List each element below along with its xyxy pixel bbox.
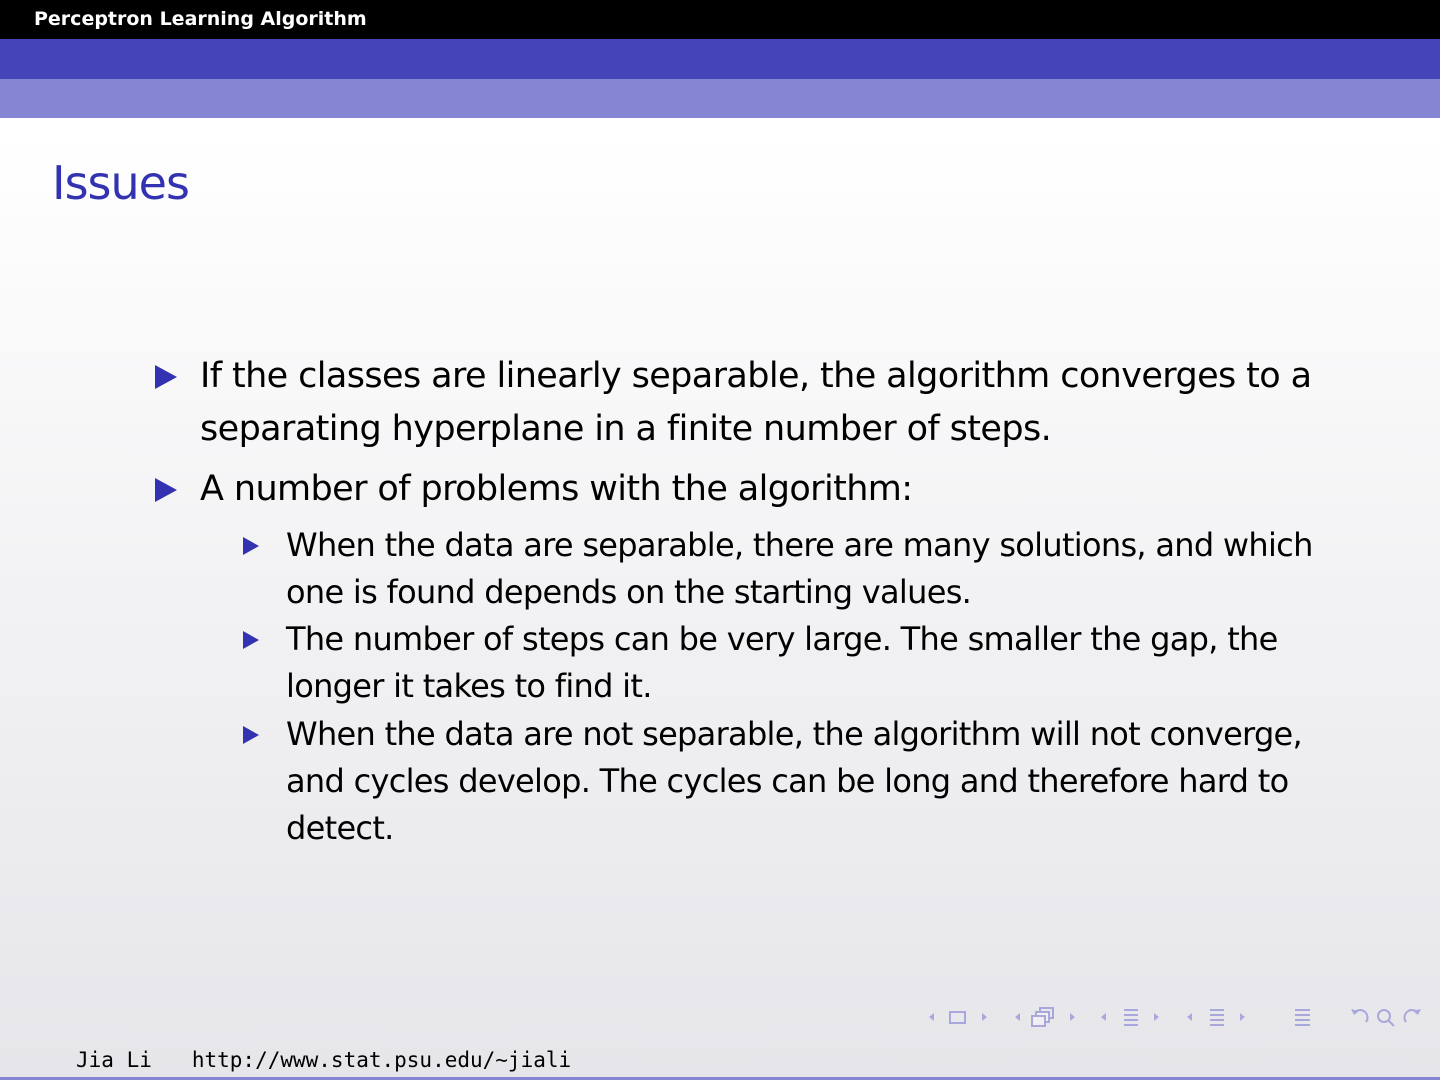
frame-title: Issues xyxy=(52,156,189,210)
header-band-blue xyxy=(0,39,1440,79)
nav-subsection-group xyxy=(1096,1004,1168,1030)
bullet-triangle-icon xyxy=(155,365,177,389)
nav-forward-icon[interactable] xyxy=(1405,1009,1422,1022)
nav-slide-group xyxy=(924,1004,994,1030)
nav-slide-icon[interactable] xyxy=(950,1012,965,1023)
nav-section-group xyxy=(1182,1004,1254,1030)
nav-prev-frame-icon[interactable] xyxy=(1015,1013,1020,1021)
nav-prev-slide-icon[interactable] xyxy=(929,1013,934,1021)
nav-section-icon[interactable] xyxy=(1210,1010,1224,1025)
nav-toc-icon[interactable] xyxy=(1292,1004,1314,1030)
footer-author: Jia Li xyxy=(76,1048,152,1072)
bullet-item-2: A number of problems with the algorithm: xyxy=(200,469,913,509)
nav-frame-icon[interactable] xyxy=(1032,1008,1053,1026)
sub-bullet-item-1: When the data are separable, there are many solutions, and which one is found depends on the starting values. xyxy=(286,526,1313,611)
sub-bullet-item-2: The number of steps can be very large. The smaller the gap, the longer it takes to find it. xyxy=(286,620,1278,705)
footer-url: http://www.stat.psu.edu/∼jiali xyxy=(191,1048,572,1072)
nav-prev-subsection-icon[interactable] xyxy=(1101,1013,1106,1021)
sub-bullet-triangle-icon xyxy=(243,631,259,649)
section-title: Perceptron Learning Algorithm xyxy=(34,8,367,30)
sub-bullet-triangle-icon xyxy=(243,537,259,555)
sub-bullet-item-3: When the data are not separable, the algorithm will not converge, and cycles develop. The cycles can be long and therefore hard to detect. xyxy=(286,715,1303,847)
header-band-lavender xyxy=(0,79,1440,118)
nav-frame-group xyxy=(1010,1004,1082,1030)
nav-back-icon[interactable] xyxy=(1351,1009,1368,1022)
bullet-item-1: If the classes are linearly separable, the algorithm converges to a separating hyperplane in a finite number of steps. xyxy=(200,356,1312,449)
nav-search-group xyxy=(1348,1004,1428,1030)
footer xyxy=(76,1047,571,1073)
nav-search-icon[interactable] xyxy=(1378,1010,1394,1026)
nav-subsection-icon[interactable] xyxy=(1124,1010,1138,1025)
bullet-triangle-icon xyxy=(155,478,177,502)
nav-next-subsection-icon[interactable] xyxy=(1154,1013,1159,1021)
nav-next-slide-icon[interactable] xyxy=(982,1013,987,1021)
nav-next-frame-icon[interactable] xyxy=(1070,1013,1075,1021)
sub-bullet-triangle-icon xyxy=(243,726,259,744)
nav-next-section-icon[interactable] xyxy=(1240,1013,1245,1021)
nav-prev-section-icon[interactable] xyxy=(1187,1013,1192,1021)
